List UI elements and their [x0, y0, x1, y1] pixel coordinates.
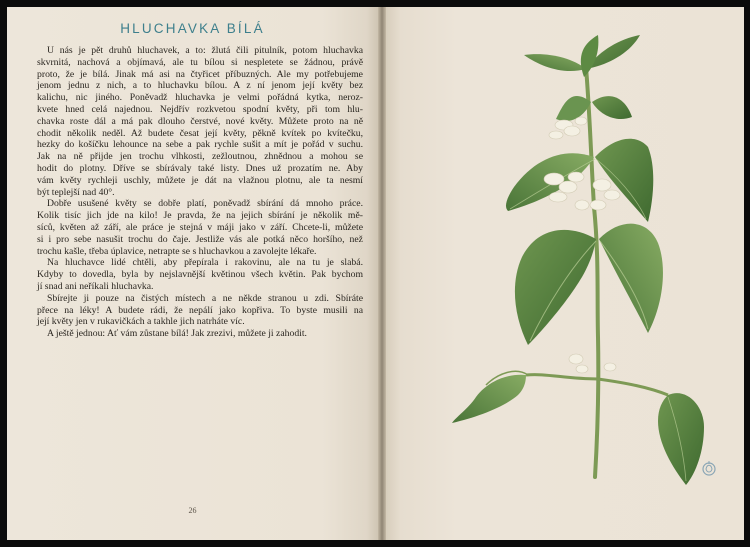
text-line: skvrnitá, nachová a objímavá, ale tu bílou si nespletete se žádnou, právě: [37, 56, 363, 68]
text-line: chavka roste dál a má pak dlouho čerstvé, nové květy. Můžete proto na ně: [37, 115, 363, 127]
text-line: U nás je pět druhů hluchavek, a to: žlutá čili pitulník, potom hluchavka: [47, 45, 363, 56]
text-line: si i pro sebe nasušit trochu do čaje. Jestliže vás ale potká něco horšího, než: [37, 233, 363, 245]
text-line: A ještě jednou: Ať vám zůstane bílá! Jak zrezivi, můžete ji zahodit.: [47, 328, 307, 340]
text-line: hezky do košíčku lehounce na sebe a pak rychle sušit a mít je pořád v suchu.: [37, 139, 363, 151]
text-line: Sbírejte ji pouze na čistých místech a ne někde stranou u zdi. Sbíráte: [47, 292, 363, 304]
text-line: chodit několik neděl. Až budete česat její květy, pěkně kvítek po kvítečku,: [37, 127, 363, 139]
text-line: být teplejší nad 40°.: [37, 186, 115, 198]
text-line: vám květy rychleji uschly, můžete je dát na vlažnou plotnu, ale ta nesmí: [37, 174, 363, 186]
text-line: hodit do plotny. Dříve se sbírávaly také listy. Dnes už prozatím ne. Aby: [37, 162, 363, 174]
text-line: její květy jen v rukavičkách a takhle jich natrháte víc.: [37, 316, 245, 328]
publisher-logo-icon: [702, 459, 716, 477]
text-line: Jak na ně přijde jen trochu vlhkosti, zežloutnou, zhnědnou a mohou se: [37, 151, 363, 163]
book-gutter: [378, 7, 386, 540]
text-line: Kolik tisíc jich jde na kilo! Je pravda, že na jejich sbírání je několik mě-: [37, 210, 363, 222]
text-line: kvete hned celá najednou. Nejdřív rozkvetou spodní květy, při tom hlu-: [37, 103, 363, 115]
text-line: trochu kašle, třeba úplavice, netrapte se s hluchavkou a zavolejte lékaře.: [37, 245, 317, 257]
text-line: jí snad ani neříkali hluchavka.: [37, 280, 154, 292]
left-page: [7, 7, 378, 540]
text-line: Kdyby to dovedla, byla by nejslavnější květinou všech květin. Pak bychom: [37, 269, 363, 281]
text-line: Na hluchavce lidé chtěli, aby přepírala i rakovinu, ale na tu je slabá.: [47, 257, 363, 269]
text-line: síců, květen až září, ale práce je stejná v máji jako v září. Chcete-li, můžete: [37, 221, 363, 233]
body-text: [37, 45, 363, 340]
text-line: Dobře usušené květy se dobře platí, poněvadž sbírání dá mnoho práce.: [47, 198, 363, 210]
text-line: přece na léky! A budete rádi, že nepálí jako kopřiva. To byste musili na: [37, 304, 363, 316]
right-page: [386, 7, 744, 540]
text-line: kalichu, nic jiného. Poněvadž hluchavka je velmi pořádná kytka, neroz-: [37, 92, 363, 104]
text-line: proto, že je bílá. Jinak má asi na čtyřicet příbuzných. Ale my potřebujeme: [37, 68, 363, 80]
page-number: 26: [188, 506, 197, 515]
white-deadnettle-plant-illustration: [386, 7, 744, 540]
chapter-title: HLUCHAVKA BÍLÁ: [120, 21, 265, 36]
text-line: jenom jednu z nich, a to hluchavku bílou. A z ní jenom její květy bez: [37, 80, 363, 92]
